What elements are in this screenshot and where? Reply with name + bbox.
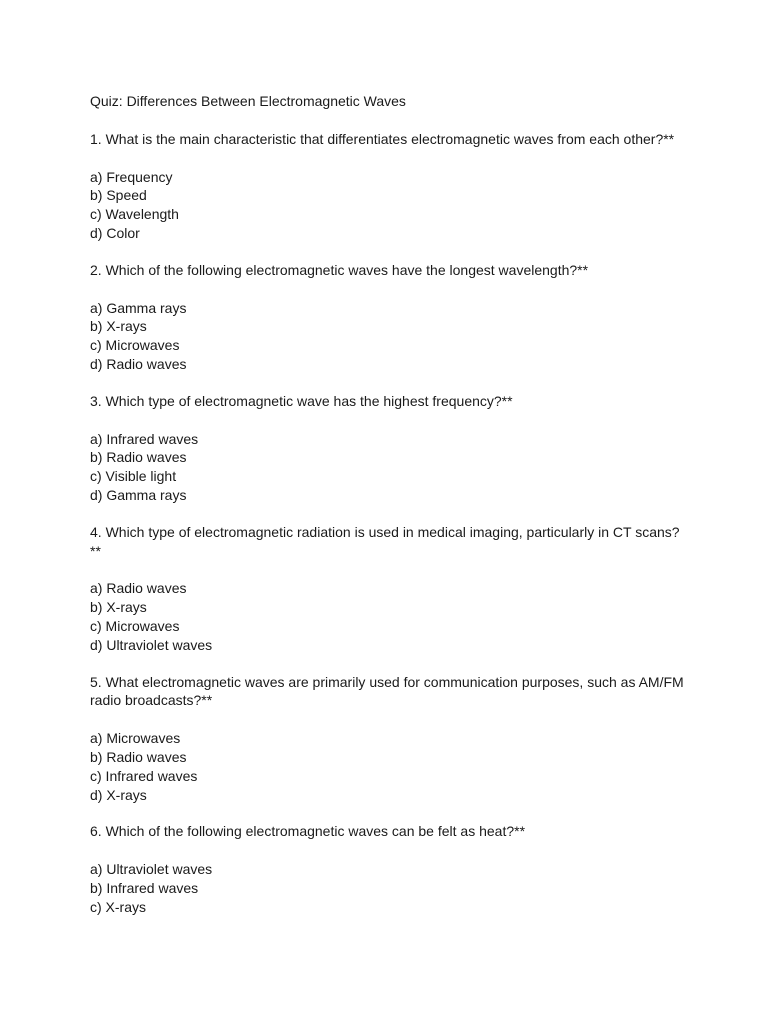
- answer-option: a) Radio waves: [90, 580, 187, 597]
- answer-options: [90, 579, 690, 654]
- question-text: 2. Which of the following electromagnetic waves have the longest wavelength?**: [90, 261, 589, 278]
- answer-option: b) Radio waves: [90, 449, 187, 466]
- answer-option: b) Radio waves: [90, 748, 187, 765]
- answer-option: c) X-rays: [90, 898, 146, 915]
- answer-option: b) Speed: [90, 187, 147, 204]
- document-title: Quiz: Differences Between Electromagnetic Waves: [90, 93, 406, 109]
- answer-option: d) Color: [90, 224, 140, 241]
- question-block-1: [90, 130, 690, 243]
- answer-option: a) Ultraviolet waves: [90, 861, 213, 878]
- answer-option: b) X-rays: [90, 318, 147, 335]
- question-text: 5. What electromagnetic waves are primarily used for communication purposes, such as AM/FM radio broadcasts?**: [90, 673, 684, 709]
- answer-option: c) Microwaves: [90, 337, 180, 354]
- answer-options: [90, 168, 690, 243]
- question-text: 4. Which type of electromagnetic radiation is used in medical imaging, particularly in CT scans?**: [90, 523, 680, 559]
- answer-option: a) Infrared waves: [90, 430, 199, 447]
- answer-option: d) X-rays: [90, 786, 147, 803]
- question-text: 6. Which of the following electromagnetic waves can be felt as heat?**: [90, 823, 526, 840]
- question-block-2: [90, 261, 690, 374]
- question-block-5: [90, 673, 690, 805]
- question-block-3: [90, 392, 690, 505]
- answer-options: [90, 299, 690, 374]
- answer-option: d) Radio waves: [90, 355, 187, 372]
- question-text: 1. What is the main characteristic that differentiates electromagnetic waves from each other?**: [90, 130, 675, 147]
- answer-options: [90, 430, 690, 505]
- document-page: [90, 92, 690, 935]
- answer-option: d) Gamma rays: [90, 486, 187, 503]
- answer-options: [90, 860, 690, 916]
- answer-option: a) Gamma rays: [90, 299, 187, 316]
- answer-option: c) Visible light: [90, 468, 177, 485]
- answer-option: a) Microwaves: [90, 730, 181, 747]
- answer-option: a) Frequency: [90, 168, 173, 185]
- answer-option: c) Wavelength: [90, 206, 179, 223]
- answer-option: b) X-rays: [90, 599, 147, 616]
- answer-option: c) Microwaves: [90, 617, 180, 634]
- question-block-6: [90, 822, 690, 916]
- answer-option: c) Infrared waves: [90, 767, 198, 784]
- question-text: 3. Which type of electromagnetic wave has the highest frequency?**: [90, 392, 513, 409]
- answer-options: [90, 729, 690, 804]
- answer-option: b) Infrared waves: [90, 879, 199, 896]
- question-block-4: [90, 523, 690, 655]
- answer-option: d) Ultraviolet waves: [90, 636, 213, 653]
